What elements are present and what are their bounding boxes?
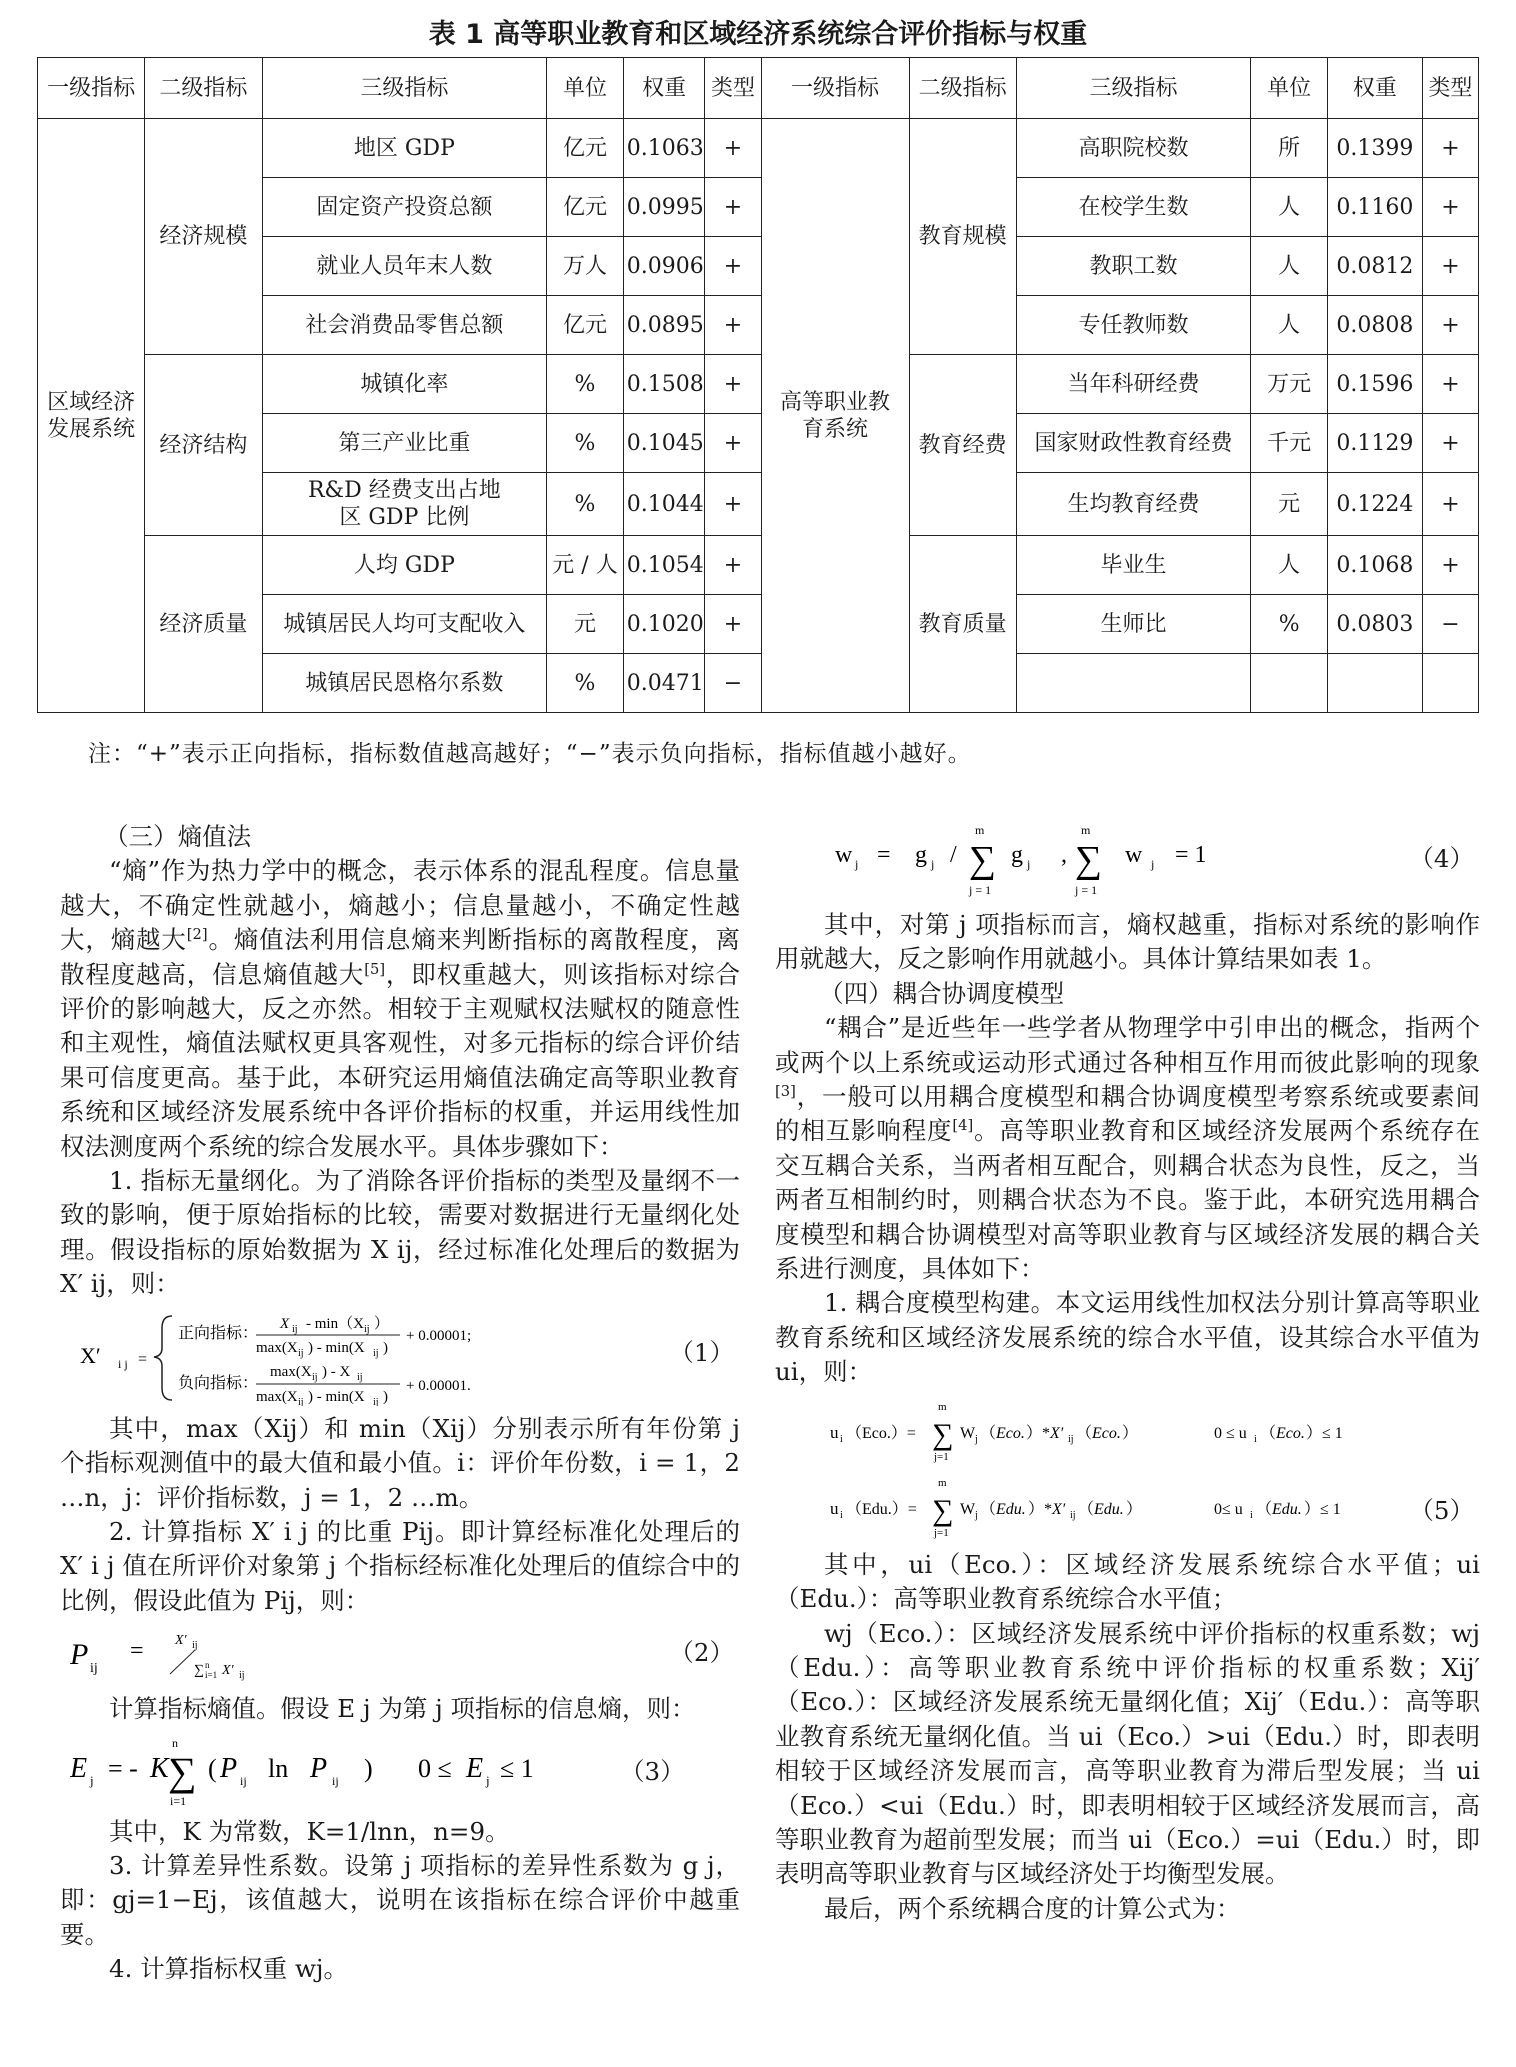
indicator-unit: 人 bbox=[1251, 536, 1328, 595]
indicator-name: 城镇居民人均可支配收入 bbox=[262, 595, 547, 654]
svg-text:P: P bbox=[70, 1638, 89, 1672]
indicator-weight: 0.1054 bbox=[623, 536, 705, 595]
svg-text:m: m bbox=[975, 823, 985, 837]
paragraph: 其中，对第 j 项指标而言，熵权越重，指标对系统的影响作用就越大，反之影响作用就越小。具体计算结果如表 1。 bbox=[775, 910, 1480, 974]
equation-3-graphic bbox=[70, 1733, 690, 1809]
indicator-name: 固定资产投资总额 bbox=[262, 178, 547, 237]
svg-text:u: u bbox=[830, 1498, 839, 1518]
svg-text:）*: ）* bbox=[1028, 1500, 1053, 1518]
indicator-unit: 亿元 bbox=[547, 296, 624, 355]
indicator-name: 第三产业比重 bbox=[262, 414, 547, 473]
svg-text:j: j bbox=[855, 857, 859, 871]
svg-text:ij: ij bbox=[357, 1371, 363, 1383]
svg-text:Eco.: Eco. bbox=[1092, 1424, 1121, 1442]
empty-cell bbox=[1251, 654, 1328, 713]
paragraph: “耦合”是近些年一些学者从物理学中引申出的概念，指两个或两个以上系统或运动形式通过各种相互作用而彼此影响的现象[3]，一般可以用耦合度模型和耦合协调度模型考察系统或要素间的相互影响程度[4]。高等职业教育和区域经济发展两个系统存在交互耦合关系，当两者相互配合，则耦合状态为良性，反之，当两者互相制约时，则耦合状态为不良。鉴于此，本研究选用耦合度模型和耦合协调模型对高等职业教育与区域经济发展的耦合关系进行测度，具体如下： bbox=[775, 1013, 1481, 1284]
svg-text:）: ） bbox=[1122, 1424, 1139, 1442]
svg-text:= -: = - bbox=[108, 1753, 138, 1783]
indicator-weight: 0.1399 bbox=[1327, 119, 1422, 178]
paragraph: 4. 计算指标权重 wj。 bbox=[109, 1954, 349, 1984]
svg-text:ij: ij bbox=[373, 1396, 379, 1406]
indicator-weight: 0.1068 bbox=[1327, 536, 1422, 595]
header-cell: 类型 bbox=[1422, 58, 1478, 119]
indicator-name: 人均 GDP bbox=[262, 536, 547, 595]
svg-text:u: u bbox=[830, 1422, 839, 1442]
indicator-weight: 0.0995 bbox=[623, 178, 705, 237]
indicator-weight: 0.1160 bbox=[1327, 178, 1422, 237]
section-heading-entropy: （三）熵值法 bbox=[104, 822, 252, 851]
svg-text:∑: ∑ bbox=[194, 1663, 204, 1679]
equation-4-graphic bbox=[835, 820, 1395, 902]
svg-text:X: X bbox=[280, 1315, 290, 1332]
svg-text:ij: ij bbox=[332, 1773, 339, 1788]
indicator-name: 在校学生数 bbox=[1016, 178, 1251, 237]
header-cell: 类型 bbox=[705, 58, 761, 119]
indicator-weight: 0.1045 bbox=[623, 414, 705, 473]
empty-cell bbox=[1327, 654, 1422, 713]
header-cell: 一级指标 bbox=[761, 58, 909, 119]
header-cell: 单位 bbox=[547, 58, 624, 119]
svg-text:) - X: ) - X bbox=[322, 1363, 351, 1380]
indicator-name: 教职工数 bbox=[1016, 237, 1251, 296]
equation-4 bbox=[775, 820, 1480, 902]
svg-text:∑: ∑ bbox=[1075, 839, 1103, 881]
svg-text:+ 0.00001.: + 0.00001. bbox=[406, 1377, 471, 1394]
svg-text:) - min(X: ) - min(X bbox=[308, 1388, 365, 1405]
svg-text:m: m bbox=[938, 1400, 947, 1413]
svg-text:i: i bbox=[840, 1433, 843, 1445]
citation: [2] bbox=[186, 926, 208, 944]
indicator-type: + bbox=[705, 473, 761, 536]
svg-text:m: m bbox=[1081, 823, 1091, 837]
indicator-type: + bbox=[705, 536, 761, 595]
indicator-weight: 0.1508 bbox=[623, 355, 705, 414]
svg-text:W: W bbox=[960, 1500, 976, 1518]
svg-text:（: （ bbox=[980, 1424, 997, 1442]
table-row bbox=[38, 536, 1479, 595]
svg-text:∑: ∑ bbox=[932, 1417, 954, 1451]
svg-text:j: j bbox=[1027, 857, 1031, 871]
right-level2-cell: 教育质量 bbox=[909, 536, 1016, 713]
table-note: 注：“+”表示正向指标，指标数值越高越好；“−”表示负向指标，指标值越小越好。 bbox=[88, 741, 972, 767]
svg-text:= 1: = 1 bbox=[1175, 842, 1207, 868]
indicator-name: 毕业生 bbox=[1016, 536, 1251, 595]
svg-text:j: j bbox=[975, 1433, 978, 1445]
svg-text:j=1: j=1 bbox=[934, 1450, 949, 1463]
indicator-weight: 0.1020 bbox=[623, 595, 705, 654]
svg-text:0 ≤ u: 0 ≤ u bbox=[1214, 1424, 1247, 1442]
svg-text:g: g bbox=[1011, 842, 1023, 868]
svg-text:X′: X′ bbox=[222, 1663, 234, 1679]
svg-text:j: j bbox=[975, 1509, 978, 1521]
indicator-type: − bbox=[1422, 595, 1478, 654]
indicator-weight: 0.0808 bbox=[1327, 296, 1422, 355]
svg-text:ij: ij bbox=[364, 1323, 370, 1335]
indicator-weight: 0.0812 bbox=[1327, 237, 1422, 296]
svg-text:max(X: max(X bbox=[270, 1363, 312, 1380]
table-caption: 表 1 高等职业教育和区域经济系统综合评价指标与权重 bbox=[428, 19, 1088, 50]
indicator-unit: 亿元 bbox=[547, 119, 624, 178]
indicator-weight: 0.1129 bbox=[1327, 414, 1422, 473]
indicator-unit: % bbox=[547, 355, 624, 414]
equation-number: （2） bbox=[669, 1638, 734, 1668]
indicator-unit: 元 / 人 bbox=[547, 536, 624, 595]
equation-1-graphic bbox=[70, 1308, 630, 1406]
indicator-type: + bbox=[705, 355, 761, 414]
section-heading-coupling: （四）耦合协调度模型 bbox=[819, 978, 1065, 1008]
indicator-name: 生师比 bbox=[1016, 595, 1251, 654]
indicator-unit: 亿元 bbox=[547, 178, 624, 237]
indicator-unit: 人 bbox=[1251, 296, 1328, 355]
equation-5 bbox=[775, 1396, 1480, 1542]
paragraph: 2. 计算指标 X′ i j 的比重 Pij。即计算经标准化处理后的 X′ i j 值在所评价对象第 j 个指标经标准化处理后的值综合中的比例，假设此值为 Pij，则： bbox=[60, 1516, 740, 1615]
svg-text:∑: ∑ bbox=[969, 839, 997, 881]
svg-text:+ 0.00001;: + 0.00001; bbox=[406, 1327, 472, 1344]
svg-text:max(X: max(X bbox=[256, 1388, 298, 1405]
table-header-row bbox=[38, 58, 1479, 119]
header-cell: 三级指标 bbox=[262, 58, 547, 119]
svg-text:Edu.: Edu. bbox=[1094, 1500, 1124, 1518]
indicator-type: − bbox=[705, 654, 761, 713]
svg-text:X′: X′ bbox=[80, 1342, 101, 1368]
svg-text:=: = bbox=[877, 842, 891, 868]
left-level2-cell: 经济结构 bbox=[145, 355, 262, 536]
svg-text:/: / bbox=[950, 842, 957, 868]
svg-text:Eco.: Eco. bbox=[1276, 1424, 1305, 1442]
svg-text:): ) bbox=[383, 1388, 388, 1405]
svg-text:g: g bbox=[915, 842, 927, 868]
svg-text:负向指标：: 负向指标： bbox=[178, 1372, 259, 1392]
svg-text:X′: X′ bbox=[1052, 1500, 1066, 1518]
svg-text:j = 1: j = 1 bbox=[1075, 883, 1098, 897]
svg-text:,: , bbox=[1061, 842, 1067, 868]
indicator-name: 当年科研经费 bbox=[1016, 355, 1251, 414]
equation-2 bbox=[60, 1624, 740, 1686]
svg-text:ij: ij bbox=[298, 1347, 304, 1359]
citation: [5] bbox=[364, 960, 386, 978]
indicator-unit: 所 bbox=[1251, 119, 1328, 178]
svg-text:i: i bbox=[840, 1509, 843, 1521]
svg-text:ij: ij bbox=[239, 1670, 245, 1682]
svg-text:j: j bbox=[486, 1772, 490, 1788]
indicator-weight: 0.0895 bbox=[623, 296, 705, 355]
svg-text:正向指标：: 正向指标： bbox=[178, 1322, 259, 1342]
paragraph: wj（Eco.）：区域经济发展系统中评价指标的权重系数；wj（Edu.）：高等职业教育系统中评价指标的权重系数；Xij′（Eco.）：区域经济发展系统无量纲化值；Xij′（Edu.）：高等职业教育系统无量纲化值。当 ui（Eco.）>ui（Edu.）时，即表明相较于区域经济发展而言，高等职业教育为滞后型发展；当 ui（Eco.）<ui（Edu.）时，即表明相较于区域经济发展而言，高等职业教育为超前型发展；而当 ui（Eco.）=ui（Edu.）时，即表明高等职业教育与区域经济处于均衡型发展。 bbox=[775, 1618, 1480, 1889]
svg-text:0≤ u: 0≤ u bbox=[1214, 1500, 1243, 1518]
svg-text:≤ 1: ≤ 1 bbox=[500, 1753, 534, 1783]
indicator-type: + bbox=[705, 119, 761, 178]
indicator-type: + bbox=[1422, 178, 1478, 237]
svg-text:i=1: i=1 bbox=[170, 1793, 187, 1808]
svg-text:ij: ij bbox=[1068, 1433, 1074, 1445]
svg-text:P: P bbox=[220, 1752, 238, 1784]
indicator-unit: % bbox=[547, 654, 624, 713]
svg-text:）≤ 1: ）≤ 1 bbox=[1304, 1500, 1341, 1518]
indicator-unit: 人 bbox=[1251, 237, 1328, 296]
left-level1-cell: 区域经济发展系统 bbox=[38, 119, 145, 713]
paragraph: 其中，ui（Eco.）：区域经济发展系统综合水平值；ui（Edu.）：高等职业教育系统综合水平值； bbox=[775, 1549, 1480, 1614]
svg-text:（: （ bbox=[1256, 1500, 1273, 1518]
svg-text:（: （ bbox=[1260, 1424, 1277, 1442]
svg-text:（: （ bbox=[980, 1500, 997, 1518]
svg-text:- min（X: - min（X bbox=[306, 1315, 364, 1332]
indicator-name: 城镇化率 bbox=[262, 355, 547, 414]
indicator-name: R&D 经费支出占地区 GDP 比例 bbox=[262, 473, 547, 536]
svg-text:): ) bbox=[364, 1753, 373, 1783]
svg-text:ij: ij bbox=[292, 1323, 298, 1335]
indicator-type: + bbox=[1422, 237, 1478, 296]
svg-text:j: j bbox=[90, 1772, 94, 1788]
paragraph: 1. 指标无量纲化。为了消除各评价指标的类型及量纲不一致的影响，便于原始指标的比较，需要对数据进行无量纲化处理。假设指标的原始数据为 X ij，经过标准化处理后的数据为 X′ ij，则： bbox=[60, 1166, 740, 1299]
svg-text:w: w bbox=[835, 842, 853, 868]
svg-text:): ) bbox=[383, 1339, 388, 1356]
equation-number: （5） bbox=[1409, 1495, 1474, 1525]
indicator-name: 高职院校数 bbox=[1016, 119, 1251, 178]
header-cell: 一级指标 bbox=[38, 58, 145, 119]
equation-2-graphic bbox=[70, 1624, 370, 1686]
svg-text:∑: ∑ bbox=[168, 1748, 197, 1794]
header-cell: 二级指标 bbox=[145, 58, 262, 119]
svg-text:∑: ∑ bbox=[932, 1493, 954, 1527]
svg-text:P: P bbox=[310, 1752, 328, 1784]
indicator-name: 城镇居民恩格尔系数 bbox=[262, 654, 547, 713]
paragraph: 其中，max（Xij）和 min（Xij）分别表示所有年份第 j 个指标观测值中的最大值和最小值。i：评价年份数，i = 1，2 …n，j：评价指标数，j = 1，2 …m。 bbox=[60, 1413, 740, 1512]
svg-text:j = 1: j = 1 bbox=[969, 883, 992, 897]
indicator-name: 社会消费品零售总额 bbox=[262, 296, 547, 355]
indicator-name: 地区 GDP bbox=[262, 119, 547, 178]
indicator-unit: 元 bbox=[547, 595, 624, 654]
svg-text:X′: X′ bbox=[175, 1633, 187, 1649]
svg-text:ij: ij bbox=[90, 1661, 98, 1677]
svg-text:n: n bbox=[172, 1735, 178, 1750]
svg-text:X′: X′ bbox=[1050, 1424, 1064, 1442]
svg-text:ij: ij bbox=[312, 1371, 318, 1383]
svg-text:）: ） bbox=[374, 1315, 390, 1332]
right-level2-cell: 教育经费 bbox=[909, 355, 1016, 536]
svg-text:W: W bbox=[960, 1424, 976, 1442]
indicator-type: + bbox=[705, 178, 761, 237]
svg-text:j: j bbox=[1151, 857, 1155, 871]
indicator-type: + bbox=[1422, 473, 1478, 536]
paragraph: “熵”作为热力学中的概念，表示体系的混乱程度。信息量越大，不确定性就越小，熵越小；信息量越小，不确定性越大，熵越大[2]。熵值法利用信息熵来判断指标的离散程度，离散程度越高，信息熵值越大[5]，即权重越大，则该指标对综合评价的影响越大，反之亦然。相较于主观赋权法赋权的随意性和主观性，熵值法赋权更具客观性，对多元指标的综合评价结果可信度更高。基于此，本研究运用熵值法确定高等职业教育系统和区域经济发展系统中各评价指标的权重，并运用线性加权法测度两个系统的综合发展水平。具体步骤如下： bbox=[60, 856, 741, 1161]
paragraph: 1. 耦合度模型构建。本文运用线性加权法分别计算高等职业教育系统和区域经济发展系统的综合水平值，设其综合水平值为 ui，则： bbox=[775, 1288, 1480, 1387]
svg-text:i=1: i=1 bbox=[205, 1670, 218, 1681]
paragraph: 最后，两个系统耦合度的计算公式为： bbox=[824, 1893, 1241, 1923]
table-row bbox=[38, 119, 1479, 178]
svg-text:=: = bbox=[138, 1350, 148, 1368]
indicator-type: + bbox=[1422, 414, 1478, 473]
svg-text:w: w bbox=[1125, 842, 1143, 868]
svg-text:ij: ij bbox=[298, 1396, 304, 1406]
indicator-type: + bbox=[1422, 296, 1478, 355]
svg-text:（Edu.）=: （Edu.）= bbox=[846, 1500, 917, 1518]
svg-text:(: ( bbox=[208, 1753, 217, 1783]
indicator-weight: 0.0906 bbox=[623, 237, 705, 296]
svg-text:n: n bbox=[205, 1660, 210, 1671]
paragraph: 3. 计算差异性系数。设第 j 项指标的差异性系数为 g j，即：gj=1−Ej，该值越大，说明在该指标在综合评价中越重要。 bbox=[60, 1850, 740, 1949]
svg-text:max(X: max(X bbox=[256, 1339, 298, 1356]
indicator-unit: % bbox=[547, 473, 624, 536]
indicator-weight: 0.1596 bbox=[1327, 355, 1422, 414]
svg-text:0 ≤: 0 ≤ bbox=[418, 1753, 452, 1783]
indicator-weight: 0.1063 bbox=[623, 119, 705, 178]
header-cell: 权重 bbox=[623, 58, 705, 119]
equation-1 bbox=[60, 1308, 740, 1406]
indicator-unit: 元 bbox=[1251, 473, 1328, 536]
paragraph: 计算指标熵值。假设 E j 为第 j 项指标的信息熵，则： bbox=[109, 1694, 696, 1724]
left-column bbox=[60, 820, 740, 1987]
indicator-unit: 千元 bbox=[1251, 414, 1328, 473]
svg-text:）≤ 1: ）≤ 1 bbox=[1306, 1424, 1343, 1442]
equation-3 bbox=[60, 1733, 740, 1809]
svg-text:Eco.: Eco. bbox=[996, 1424, 1025, 1442]
indicator-unit: 万元 bbox=[1251, 355, 1328, 414]
svg-text:j: j bbox=[931, 857, 935, 871]
svg-text:i: i bbox=[1250, 1509, 1253, 1521]
svg-text:）*: ）* bbox=[1026, 1424, 1051, 1442]
svg-text:ij: ij bbox=[1070, 1509, 1076, 1521]
indicator-weight: 0.0803 bbox=[1327, 595, 1422, 654]
citation: [3] bbox=[775, 1082, 796, 1100]
indicator-unit: 万人 bbox=[547, 237, 624, 296]
empty-cell bbox=[1016, 654, 1251, 713]
equation-number: （3） bbox=[620, 1756, 685, 1786]
indicator-unit: % bbox=[547, 414, 624, 473]
svg-text:E: E bbox=[70, 1752, 88, 1784]
indicator-type: + bbox=[705, 296, 761, 355]
svg-text:E: E bbox=[466, 1752, 484, 1784]
svg-text:Edu.: Edu. bbox=[1272, 1500, 1302, 1518]
right-column bbox=[775, 820, 1480, 1926]
indicator-weight: 0.0471 bbox=[623, 654, 705, 713]
indicator-name: 就业人员年末人数 bbox=[262, 237, 547, 296]
indicator-weight: 0.1224 bbox=[1327, 473, 1422, 536]
citation: [4] bbox=[952, 1117, 974, 1135]
svg-text:）: ） bbox=[1126, 1500, 1143, 1518]
svg-text:=: = bbox=[130, 1638, 144, 1665]
svg-text:i: i bbox=[1254, 1433, 1257, 1445]
header-cell: 三级指标 bbox=[1016, 58, 1251, 119]
svg-text:Edu.: Edu. bbox=[996, 1500, 1026, 1518]
paragraph: 其中，K 为常数，K=1/lnn，n=9。 bbox=[109, 1816, 510, 1846]
equation-5-graphic bbox=[830, 1396, 1470, 1542]
left-level2-cell: 经济规模 bbox=[145, 119, 262, 355]
svg-text:) - min(X: ) - min(X bbox=[308, 1339, 365, 1356]
indicator-weight-table bbox=[37, 57, 1479, 713]
svg-text:（: （ bbox=[1078, 1500, 1095, 1518]
header-cell: 单位 bbox=[1251, 58, 1328, 119]
svg-text:（: （ bbox=[1076, 1424, 1093, 1442]
equation-number: （4） bbox=[1409, 844, 1474, 873]
svg-text:（Eco.）=: （Eco.）= bbox=[846, 1424, 916, 1442]
indicator-weight: 0.1044 bbox=[623, 473, 705, 536]
equation-number: （1） bbox=[669, 1337, 734, 1367]
indicator-type: + bbox=[705, 595, 761, 654]
svg-text:m: m bbox=[938, 1476, 947, 1489]
svg-text:ij: ij bbox=[373, 1347, 379, 1359]
svg-text:j=1: j=1 bbox=[934, 1526, 949, 1539]
svg-text:K: K bbox=[150, 1752, 169, 1784]
indicator-name: 生均教育经费 bbox=[1016, 473, 1251, 536]
svg-text:ij: ij bbox=[240, 1773, 247, 1788]
left-level2-cell: 经济质量 bbox=[145, 536, 262, 713]
header-cell: 二级指标 bbox=[909, 58, 1016, 119]
right-level1-cell: 高等职业教育系统 bbox=[761, 119, 909, 713]
indicator-unit: 人 bbox=[1251, 178, 1328, 237]
indicator-type: + bbox=[1422, 536, 1478, 595]
indicator-unit: % bbox=[1251, 595, 1328, 654]
indicator-type: + bbox=[705, 237, 761, 296]
svg-text:ln: ln bbox=[268, 1753, 289, 1783]
header-cell: 权重 bbox=[1327, 58, 1422, 119]
table-row bbox=[38, 355, 1479, 414]
indicator-type: + bbox=[1422, 119, 1478, 178]
empty-cell bbox=[1422, 654, 1478, 713]
indicator-name: 国家财政性教育经费 bbox=[1016, 414, 1251, 473]
right-level2-cell: 教育规模 bbox=[909, 119, 1016, 355]
indicator-type: + bbox=[705, 414, 761, 473]
indicator-type: + bbox=[1422, 355, 1478, 414]
indicator-name: 专任教师数 bbox=[1016, 296, 1251, 355]
svg-text:ij: ij bbox=[192, 1640, 198, 1652]
svg-text:i j: i j bbox=[118, 1356, 128, 1371]
